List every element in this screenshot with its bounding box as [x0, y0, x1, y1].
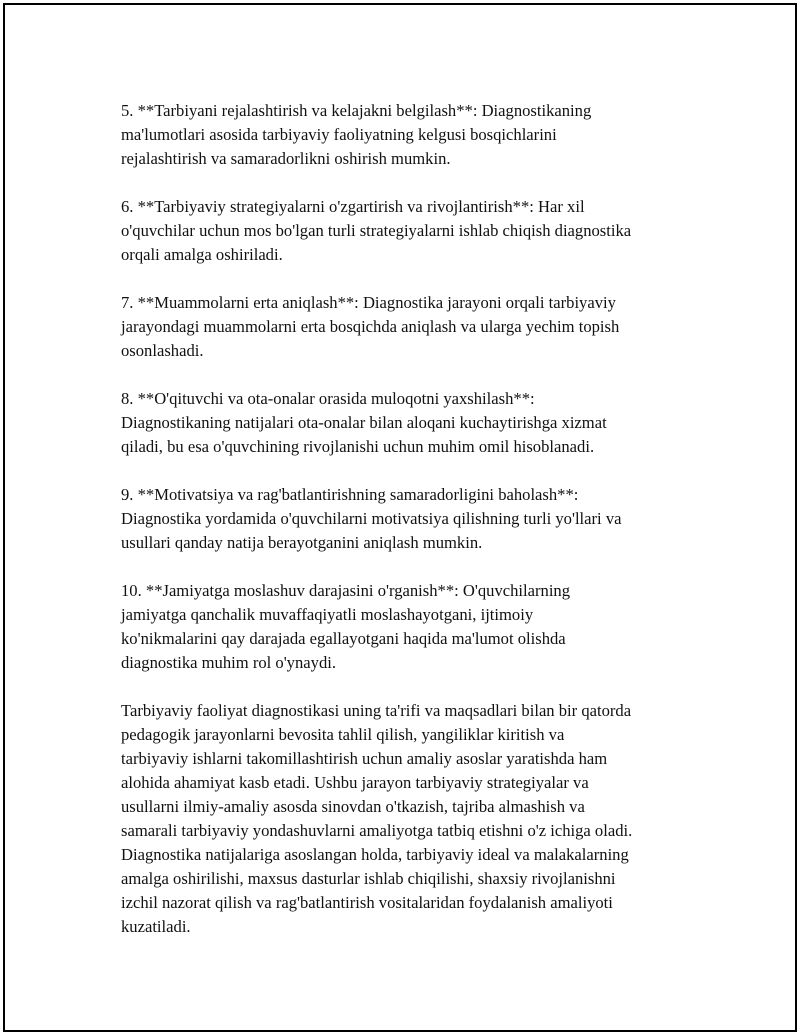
text-line: Tarbiyaviy faoliyat diagnostikasi uning ta'rifi va maqsadlari bilan bir qatorda — [121, 701, 632, 720]
text-line: jamiyatga qanchalik muvaffaqiyatli moslashayotgani, ijtimoiy — [121, 605, 534, 624]
summary-paragraph — [121, 699, 696, 939]
page-frame — [3, 3, 797, 1032]
text-line: alohida ahamiyat kasb etadi. Ushbu jarayon tarbiyaviy strategiyalar va — [121, 773, 589, 792]
text-line: ko'nikmalarini qay darajada egallayotgani haqida ma'lumot olishda — [121, 629, 566, 648]
text-line: jarayondagi muammolarni erta bosqichda aniqlash va ularga yechim topish — [121, 317, 620, 336]
text-line: kuzatiladi. — [121, 917, 191, 936]
text-line: usullari qanday natija berayotganini aniqlash mumkin. — [121, 533, 483, 552]
list-item-8 — [121, 387, 696, 459]
text-line: 7. **Muammolarni erta aniqlash**: Diagnostika jarayoni orqali tarbiyaviy — [121, 293, 616, 312]
text-line: osonlashadi. — [121, 341, 204, 360]
text-line: 6. **Tarbiyaviy strategiyalarni o'zgartirish va rivojlantirish**: Har xil — [121, 197, 585, 216]
text-line: pedagogik jarayonlarni bevosita tahlil qilish, yangiliklar kiritish va — [121, 725, 565, 744]
list-item-6 — [121, 195, 696, 267]
text-line: diagnostika muhim rol o'ynaydi. — [121, 653, 336, 672]
text-line: Diagnostika yordamida o'quvchilarni motivatsiya qilishning turli yo'llari va — [121, 509, 622, 528]
text-line: 10. **Jamiyatga moslashuv darajasini o'rganish**: O'quvchilarning — [121, 581, 571, 600]
text-line: 5. **Tarbiyani rejalashtirish va kelajakni belgilash**: Diagnostikaning — [121, 101, 592, 120]
text-line: 9. **Motivatsiya va rag'batlantirishning samaradorligini baholash**: — [121, 485, 579, 504]
list-item-5 — [121, 99, 696, 171]
list-item-9 — [121, 483, 696, 555]
document-body — [121, 99, 696, 963]
text-line: usullarni ilmiy-amaliy asosda sinovdan o'tkazish, tajriba almashish va — [121, 797, 585, 816]
text-line: izchil nazorat qilish va rag'batlantirish vositalaridan foydalanish amaliyoti — [121, 893, 613, 912]
text-line: Diagnostikaning natijalari ota-onalar bilan aloqani kuchaytirishga xizmat — [121, 413, 607, 432]
text-line: qiladi, bu esa o'quvchining rivojlanishi uchun muhim omil hisoblanadi. — [121, 437, 595, 456]
list-item-10 — [121, 579, 696, 675]
text-line: 8. **O'qituvchi va ota-onalar orasida muloqotni yaxshilash**: — [121, 389, 535, 408]
text-line: orqali amalga oshiriladi. — [121, 245, 283, 264]
text-line: ma'lumotlari asosida tarbiyaviy faoliyatning kelgusi bosqichlarini — [121, 125, 557, 144]
text-line: amalga oshirilishi, maxsus dasturlar ishlab chiqilishi, shaxsiy rivojlanishni — [121, 869, 616, 888]
text-line: rejalashtirish va samaradorlikni oshirish mumkin. — [121, 149, 451, 168]
text-line: tarbiyaviy ishlarni takomillashtirish uchun amaliy asoslar yaratishda ham — [121, 749, 608, 768]
text-line: samarali tarbiyaviy yondashuvlarni amaliyotga tatbiq etishni o'z ichiga oladi. — [121, 821, 633, 840]
text-line: o'quvchilar uchun mos bo'lgan turli strategiyalarni ishlab chiqish diagnostika — [121, 221, 632, 240]
list-item-7 — [121, 291, 696, 363]
text-line: Diagnostika natijalariga asoslangan holda, tarbiyaviy ideal va malakalarning — [121, 845, 629, 864]
